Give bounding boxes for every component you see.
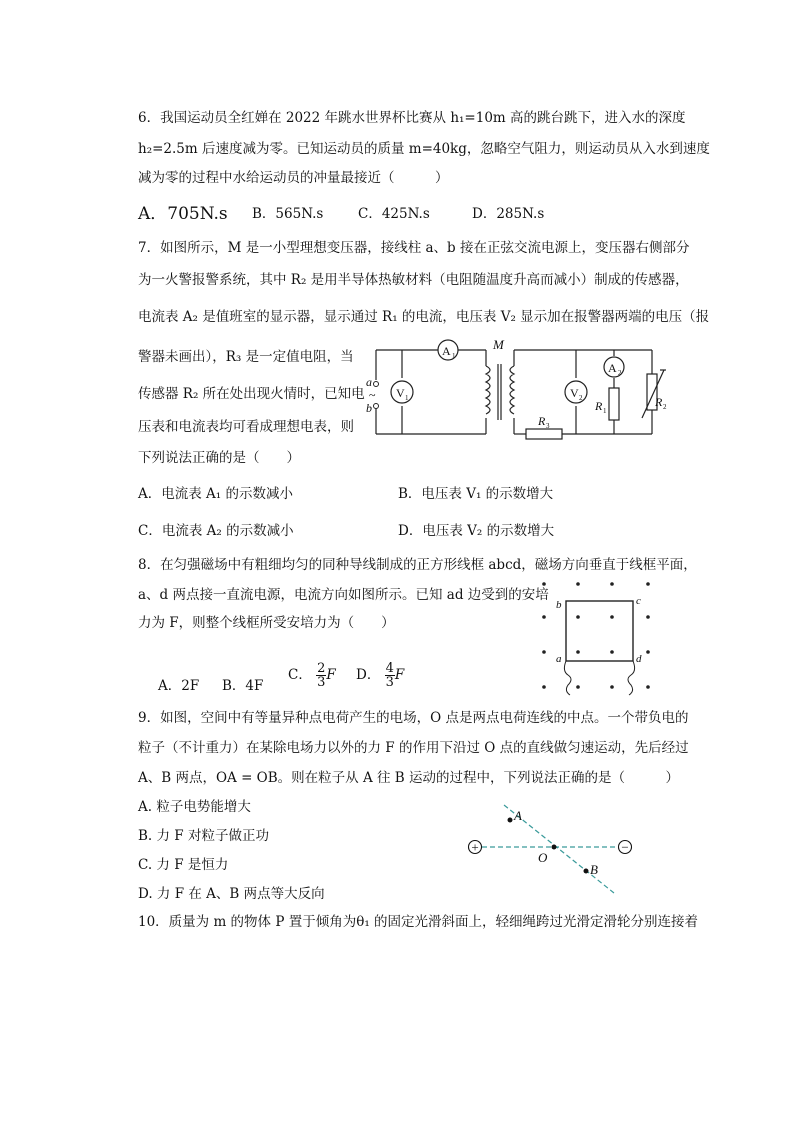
q8-option-c-numerator: 2 <box>317 661 326 676</box>
q9-line-2: 粒子（不计重力）在某除电场力以外的力 F 的作用下沿过 O 点的直线做匀速运动，先后经过 <box>138 740 689 756</box>
vertex-b-label: b <box>556 599 562 611</box>
transformer-label: M <box>493 337 504 352</box>
q8-option-d <box>356 662 404 689</box>
resistor-r3-label: R <box>538 414 546 428</box>
q8-option-c-unit: F <box>326 667 336 683</box>
ammeter-a2-label: A <box>608 361 617 375</box>
ammeter-a2-subscript: 2 <box>618 369 622 377</box>
q6-line-2: h₂=2.5m 后速度减为零。已知运动员的质量 m=40kg，忽略空气阻力，则运动员从入水到速度 <box>138 141 710 157</box>
ac-source-symbol: ~ <box>369 388 376 402</box>
q8-option-a: A．2F <box>158 678 200 694</box>
terminal-a-label: a <box>366 375 372 389</box>
resistor-r3-subscript: 3 <box>546 422 550 430</box>
q9-line-1: 9．如图，空间中有等量异种点电荷产生的电场，O 点是两点电荷连线的中点。一个带负电的 <box>138 710 689 726</box>
q8-line-3: 力为 F，则整个线框所受安培力为（ ） <box>138 615 395 631</box>
q7-option-a: A．电流表 A₁ 的示数减小 <box>138 486 293 502</box>
q8-option-d-denominator: 3 <box>385 675 394 690</box>
q8-line-1: 8．在匀强磁场中有粗细均匀的同种导线制成的正方形线框 abcd，磁场方向垂直于线框平面， <box>138 557 697 573</box>
q8-option-c-denominator: 3 <box>317 675 326 690</box>
vertex-a-label: a <box>556 653 562 665</box>
q6-line-3: 减为零的过程中水给运动员的冲量最接近（ ） <box>138 170 449 186</box>
q6-option-d: D．285N.s <box>472 206 545 222</box>
square-frame-diagram <box>534 574 664 704</box>
voltmeter-v1-subscript: 1 <box>405 394 409 402</box>
q6-option-b: B．565N.s <box>252 206 324 222</box>
point-b-label: B <box>590 862 598 877</box>
ammeter-a1-subscript: 1 <box>452 352 456 360</box>
point-a-label: A <box>514 808 522 823</box>
q9-line-3: A、B 两点，OA = OB。则在粒子从 A 往 B 运动的过程中，下列说法正确的是（ ） <box>138 770 679 786</box>
positive-charge-symbol: + <box>471 839 479 855</box>
q7-line-7: 下列说法正确的是（ ） <box>138 450 300 466</box>
q10-line-1: 10．质量为 m 的物体 P 置于倾角为θ₁ 的固定光滑斜面上，轻细绳跨过光滑定滑轮分别连接着 <box>138 914 699 930</box>
q6-option-c: C．425N.s <box>358 206 430 222</box>
voltmeter-v2-label: V <box>570 386 579 400</box>
q7-option-b: B．电压表 V₁ 的示数增大 <box>398 486 554 502</box>
transformer-circuit-diagram <box>366 336 666 446</box>
resistor-r2-subscript: 2 <box>663 403 667 411</box>
voltmeter-v2-subscript: 2 <box>579 394 583 402</box>
voltmeter-v1-label: V <box>396 386 405 400</box>
q9-option-b: B. 力 F 对粒子做正功 <box>138 828 269 844</box>
q7-line-1: 7．如图所示，M 是一小型理想变压器，接线柱 a、b 接在正弦交流电源上，变压器右侧部分 <box>138 240 690 256</box>
q8-option-c-prefix: C． <box>288 667 312 683</box>
q8-option-c <box>288 662 336 689</box>
q7-option-d: D．电压表 V₂ 的示数增大 <box>398 523 555 539</box>
q9-option-a: A. 粒子电势能增大 <box>138 799 251 815</box>
q7-line-4: 警器未画出），R₃ 是一定值电阻，当 <box>138 349 354 365</box>
q6-line-1: 6．我国运动员全红婵在 2022 年跳水世界杯比赛从 h₁=10m 高的跳台跳下，进入水的深度 <box>138 110 686 126</box>
q8-option-d-prefix: D． <box>356 667 381 683</box>
q7-line-3: 电流表 A₂ 是值班室的显示器，显示通过 R₁ 的电流，电压表 V₂ 显示加在报警器两端的电压（报 <box>138 309 710 325</box>
q8-option-d-numerator: 4 <box>385 661 394 676</box>
q7-option-c: C．电流表 A₂ 的示数减小 <box>138 523 294 539</box>
resistor-r2-label: R <box>655 395 663 409</box>
resistor-r1-label: R <box>595 399 603 413</box>
q8-option-b: B．4F <box>222 678 264 694</box>
negative-charge-symbol: − <box>621 839 629 855</box>
ammeter-a1-label: A <box>442 344 451 358</box>
point-o-label: O <box>538 850 548 865</box>
q7-line-6: 压表和电流表均可看成理想电表，则 <box>138 419 354 435</box>
q7-line-2: 为一火警报警系统，其中 R₂ 是用半导体热敏材料（电阻随温度升高而减小）制成的传感器， <box>138 272 689 288</box>
q9-option-d: D. 力 F 在 A、B 两点等大反向 <box>138 886 325 902</box>
q6-option-a: A．705N.s <box>138 204 228 224</box>
terminal-b-label: b <box>366 401 372 415</box>
vertex-c-label: c <box>636 595 641 607</box>
vertex-d-label: d <box>636 653 642 665</box>
q9-option-c: C. 力 F 是恒力 <box>138 857 229 873</box>
q8-line-2: a、d 两点接一直流电源，电流方向如图所示。已知 ad 边受到的安培 <box>138 587 549 603</box>
q8-option-d-unit: F <box>394 667 405 683</box>
q7-line-5: 传感器 R₂ 所在处出现火情时，已知电 <box>138 386 365 402</box>
resistor-r1-subscript: 1 <box>603 407 607 415</box>
point-charges-diagram <box>462 800 642 900</box>
